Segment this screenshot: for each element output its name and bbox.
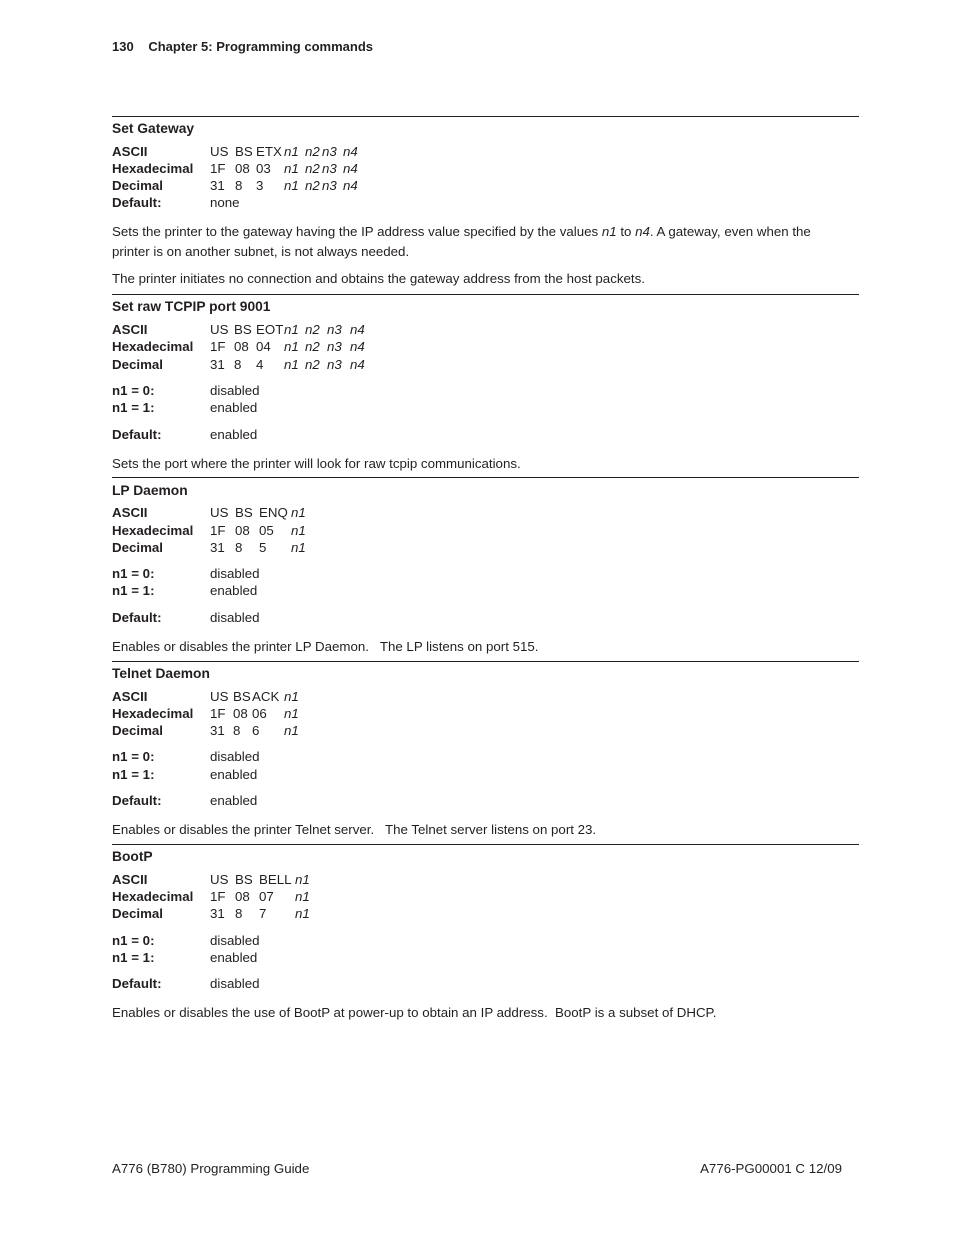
code-cell: US: [210, 144, 229, 159]
param-cell: n1: [295, 906, 310, 921]
row-label: ASCII: [112, 872, 148, 887]
param-cell: n1: [291, 523, 306, 538]
row-label: n1 = 0:: [112, 749, 155, 764]
param-cell: n2: [305, 161, 320, 176]
paragraph-text: Sets the printer to the gateway having the IP address value specified by the values n1 to n4. A gateway, even when the printer is on another subnet, is not always needed.: [112, 224, 811, 259]
code-cell: 5: [259, 540, 267, 555]
row-label: n1 = 1:: [112, 767, 155, 782]
code-cell: 1F: [210, 523, 226, 538]
code-cell: 8: [235, 178, 243, 193]
row-label: Default:: [112, 610, 162, 625]
code-cell: BS: [235, 872, 253, 887]
code-cell: 03: [256, 161, 271, 176]
code-cell: EOT: [256, 322, 284, 337]
section-title: Telnet Daemon: [112, 666, 210, 681]
param-cell: n1: [284, 689, 299, 704]
param-cell: n1: [284, 161, 299, 176]
section-divider: [112, 294, 859, 295]
row-label: Decimal: [112, 178, 163, 193]
row-label: Decimal: [112, 540, 163, 555]
code-cell: ENQ: [259, 505, 288, 520]
param-cell: n3: [322, 178, 337, 193]
row-value: disabled: [210, 933, 260, 948]
paragraph-text: Enables or disables the printer Telnet server. The Telnet server listens on port 23.: [112, 822, 597, 837]
code-cell: US: [210, 505, 229, 520]
code-cell: 6: [252, 723, 260, 738]
param-cell: n4: [350, 339, 365, 354]
row-label: Default:: [112, 195, 162, 210]
param-cell: n4: [350, 322, 365, 337]
section-divider: [112, 116, 859, 117]
row-label: Decimal: [112, 723, 163, 738]
paragraph-text: Enables or disables the use of BootP at power-up to obtain an IP address. BootP is a subset of DHCP.: [112, 1005, 717, 1020]
chapter-title: Chapter 5: Programming commands: [148, 39, 373, 54]
param-cell: n2: [305, 357, 320, 372]
row-label: n1 = 1:: [112, 583, 155, 598]
code-cell: 08: [233, 706, 248, 721]
code-cell: 7: [259, 906, 267, 921]
row-label: n1 = 1:: [112, 950, 155, 965]
section-title: BootP: [112, 849, 153, 864]
code-cell: 1F: [210, 161, 226, 176]
row-label: ASCII: [112, 144, 148, 159]
param-cell: n1: [295, 872, 310, 887]
param-cell: n3: [322, 161, 337, 176]
code-cell: 08: [235, 889, 250, 904]
section-divider: [112, 844, 859, 845]
section-title: Set raw TCPIP port 9001: [112, 299, 271, 314]
param-cell: n1: [284, 357, 299, 372]
code-cell: 1F: [210, 706, 226, 721]
row-label: Default:: [112, 427, 162, 442]
param-cell: n2: [305, 322, 320, 337]
code-cell: ACK: [252, 689, 280, 704]
description-paragraph: [112, 638, 847, 655]
page-number: 130: [112, 39, 134, 54]
code-cell: 1F: [210, 339, 226, 354]
code-cell: US: [210, 689, 229, 704]
row-value: disabled: [210, 749, 260, 764]
code-cell: 08: [234, 339, 249, 354]
row-value: none: [210, 195, 240, 210]
description-paragraph: [112, 222, 847, 262]
param-cell: n1: [295, 889, 310, 904]
param-cell: n1: [284, 178, 299, 193]
param-cell: n1: [284, 144, 299, 159]
row-label: Default:: [112, 793, 162, 808]
row-value: disabled: [210, 610, 260, 625]
code-cell: 06: [252, 706, 267, 721]
row-value: enabled: [210, 583, 258, 598]
row-value: disabled: [210, 566, 260, 581]
code-cell: BS: [234, 322, 252, 337]
code-cell: 08: [235, 523, 250, 538]
param-cell: n1: [291, 505, 306, 520]
param-cell: n3: [327, 357, 342, 372]
code-cell: 1F: [210, 889, 226, 904]
param-cell: n1: [284, 339, 299, 354]
row-label: Hexadecimal: [112, 161, 194, 176]
param-name: n4: [635, 224, 650, 239]
code-cell: 8: [235, 906, 243, 921]
row-value: enabled: [210, 400, 258, 415]
row-label: n1 = 0:: [112, 566, 155, 581]
row-label: Default:: [112, 976, 162, 991]
param-cell: n1: [291, 540, 306, 555]
paragraph-text: The printer initiates no connection and obtains the gateway address from the host packets.: [112, 271, 645, 286]
paragraph-text: Enables or disables the printer LP Daemon. The LP listens on port 515.: [112, 639, 539, 654]
param-cell: n2: [305, 144, 320, 159]
section-title: LP Daemon: [112, 483, 188, 498]
row-value: enabled: [210, 427, 258, 442]
row-label: Hexadecimal: [112, 706, 194, 721]
code-cell: 04: [256, 339, 271, 354]
param-name: n1: [601, 224, 617, 239]
row-label: ASCII: [112, 689, 148, 704]
param-cell: n3: [327, 322, 342, 337]
footer-guide-title: A776 (B780) Programming Guide: [112, 1161, 310, 1176]
row-value: enabled: [210, 767, 258, 782]
section-divider: [112, 661, 859, 662]
code-cell: ETX: [256, 144, 282, 159]
param-cell: n4: [350, 357, 365, 372]
section-divider: [112, 477, 859, 478]
row-label: Decimal: [112, 906, 163, 921]
code-cell: BELL: [259, 872, 292, 887]
code-cell: 05: [259, 523, 274, 538]
row-label: Hexadecimal: [112, 339, 194, 354]
description-paragraph: [112, 455, 847, 472]
code-cell: BS: [233, 689, 251, 704]
code-cell: 8: [233, 723, 241, 738]
param-cell: n3: [322, 144, 337, 159]
row-label: Decimal: [112, 357, 163, 372]
code-cell: 4: [256, 357, 264, 372]
row-value: enabled: [210, 950, 258, 965]
param-cell: n4: [343, 144, 358, 159]
param-cell: n1: [284, 723, 299, 738]
code-cell: 31: [210, 723, 225, 738]
code-cell: 8: [235, 540, 243, 555]
section-title: Set Gateway: [112, 121, 195, 136]
row-label: n1 = 0:: [112, 933, 155, 948]
row-label: Hexadecimal: [112, 889, 194, 904]
row-label: ASCII: [112, 322, 148, 337]
code-cell: US: [210, 322, 229, 337]
row-label: ASCII: [112, 505, 148, 520]
code-cell: US: [210, 872, 229, 887]
code-cell: 3: [256, 178, 264, 193]
param-cell: n4: [343, 161, 358, 176]
row-value: enabled: [210, 793, 258, 808]
row-label: n1 = 0:: [112, 383, 155, 398]
param-cell: n2: [305, 339, 320, 354]
param-cell: n1: [284, 706, 299, 721]
param-cell: n1: [284, 322, 299, 337]
code-cell: BS: [235, 144, 253, 159]
param-cell: n3: [327, 339, 342, 354]
row-label: n1 = 1:: [112, 400, 155, 415]
description-paragraph: [112, 1004, 847, 1021]
code-cell: BS: [235, 505, 253, 520]
row-value: disabled: [210, 383, 260, 398]
description-paragraph: [112, 270, 847, 287]
code-cell: 07: [259, 889, 274, 904]
running-header: [112, 38, 373, 55]
code-cell: 08: [235, 161, 250, 176]
param-cell: n4: [343, 178, 358, 193]
code-cell: 31: [210, 178, 225, 193]
row-label: Hexadecimal: [112, 523, 194, 538]
code-cell: 8: [234, 357, 242, 372]
code-cell: 31: [210, 540, 225, 555]
paragraph-text: Sets the port where the printer will look for raw tcpip communications.: [112, 456, 521, 471]
description-paragraph: [112, 821, 847, 838]
row-value: disabled: [210, 976, 260, 991]
code-cell: 31: [210, 906, 225, 921]
param-cell: n2: [305, 178, 320, 193]
code-cell: 31: [210, 357, 225, 372]
footer-document-code: A776-PG00001 C 12/09: [700, 1161, 842, 1176]
